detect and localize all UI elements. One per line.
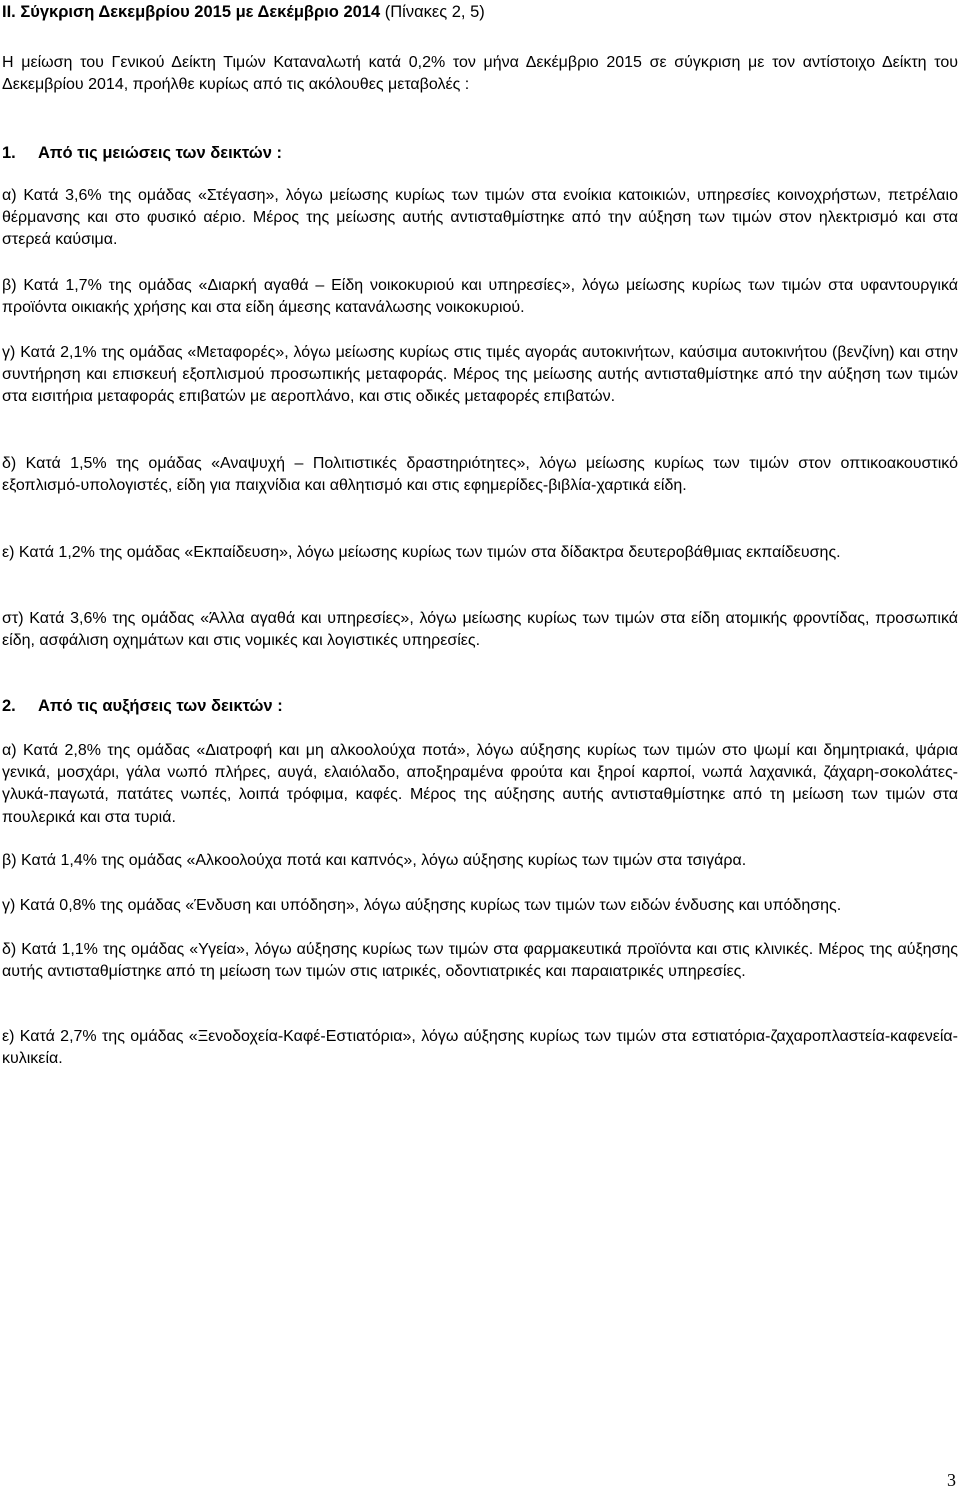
- decrease-item-a: α) Κατά 3,6% της ομάδας «Στέγαση», λόγω μείωσης κυρίως των τιμών στα ενοίκια κατοικιών, υπηρεσίες κοινοχρήστων, πετρέλαιο θέρμανσης και στο φυσικό αέριο. Μέρος της μείωσης αυτής αντισταθμίστηκε από την αύξηση των τιμών στον ηλεκτρισμό και στα στερεά καύσιμα.: [2, 187, 958, 249]
- decrease-item-c: γ) Κατά 2,1% της ομάδας «Μεταφορές», λόγω μείωσης κυρίως στις τιμές αγοράς αυτοκινήτων, καύσιμα αυτοκινήτου (βενζίνη) και στην συντήρηση και επισκευή εξοπλισμού προσωπικής μεταφοράς. Μέρος της μείωσης αυτής αντισταθμίστηκε από την αύξηση των τιμών στα εισιτήρια μεταφοράς επιβατών με αεροπλάνο, και στις οδικές μεταφορές επιβατών.: [2, 344, 958, 406]
- increase-item-a: α) Κατά 2,8% της ομάδας «Διατροφή και μη αλκοολούχα ποτά», λόγω αύξησης κυρίως των τιμών στο ψωμί και δημητριακά, ψάρια γενικά, μοσχάρι, γάλα νωπό πλήρες, αυγά, ελαιόλαδο, αποξηραμένα φρούτα και ξηροί καρποί, νωπά λαχανικά, ζάχαρη-σοκολάτες-γλυκά-παγωτά, πατάτες νωπές, λοιπά τρόφιμα, καφές. Μέρος της αύξησης αυτής αντισταθμίστηκε από τη μείωση των τιμών στα πουλερικά και στα τυριά.: [2, 742, 958, 826]
- section-title: [2, 1, 485, 23]
- increase-item-d: δ) Κατά 1,1% της ομάδας «Υγεία», λόγω αύξησης κυρίως των τιμών στα φαρμακευτικά προϊόντα και στις κλινικές. Μέρος της αύξησης αυτής αντισταθμίστηκε από τη μείωση των τιμών στις ιατρικές, οδοντιατρικές και παραιατρικές υπηρεσίες.: [2, 941, 958, 981]
- increase-item-b: β) Κατά 1,4% της ομάδας «Αλκοολούχα ποτά και καπνός», λόγω αύξησης κυρίως των τιμών στα τσιγάρα.: [2, 852, 747, 869]
- intro-paragraph: Η μείωση του Γενικού Δείκτη Τιμών Καταναλωτή κατά 0,2% τον μήνα Δεκέμβριο 2015 σε σύγκριση με τον αντίστοιχο Δείκτη του Δεκεμβρίου 2014, προήλθε κυρίως από τις ακόλουθες μεταβολές :: [2, 54, 958, 94]
- increase-item-e: ε) Κατά 2,7% της ομάδας «Ξενοδοχεία-Καφέ-Εστιατόρια», λόγω αύξησης κυρίως των τιμών στα εστιατόρια-ζαχαροπλαστεία-καφενεία-κυλικεία.: [2, 1028, 958, 1068]
- section-1-number: 1.: [2, 144, 16, 162]
- section-2-heading: [2, 695, 283, 717]
- section-2-number: 2.: [2, 697, 16, 715]
- section-title-tables: (Πίνακες 2, 5): [380, 3, 485, 21]
- section-1-heading: [2, 142, 282, 164]
- section-title-bold: II. Σύγκριση Δεκεμβρίου 2015 με Δεκέμβριο 2014: [2, 3, 381, 21]
- page-number: 3: [947, 1470, 956, 1490]
- decrease-item-st: στ) Κατά 3,6% της ομάδας «Άλλα αγαθά και υπηρεσίες», λόγω μείωσης κυρίως των τιμών στα είδη ατομικής φροντίδας, προσωπικά είδη, ασφάλιση οχημάτων και στις νομικές και λογιστικές υπηρεσίες.: [2, 610, 958, 650]
- increase-item-c: γ) Κατά 0,8% της ομάδας «Ένδυση και υπόδηση», λόγω αύξησης κυρίως των τιμών των ειδών ένδυσης και υπόδησης.: [2, 897, 842, 914]
- decrease-item-b: β) Κατά 1,7% της ομάδας «Διαρκή αγαθά – Είδη νοικοκυριού και υπηρεσίες», λόγω μείωσης κυρίως των τιμών στα υφαντουργικά προϊόντα οικιακής χρήσης και στα είδη άμεσης κατανάλωσης νοικοκυριού.: [2, 277, 958, 317]
- section-2-heading-text: Από τις αυξήσεις των δεικτών :: [38, 697, 283, 715]
- section-1-heading-text: Από τις μειώσεις των δεικτών :: [38, 144, 282, 162]
- decrease-item-d: δ) Κατά 1,5% της ομάδας «Αναψυχή – Πολιτιστικές δραστηριότητες», λόγω μείωσης κυρίως των τιμών στον οπτικοακουστικό εξοπλισμό-υπολογιστές, είδη για παιχνίδια και αθλητισμό και στις εφημερίδες-βιβλία-χαρτικά είδη.: [2, 455, 958, 495]
- decrease-item-e: ε) Κατά 1,2% της ομάδας «Εκπαίδευση», λόγω μείωσης κυρίως των τιμών στα δίδακτρα δευτεροβάθμιας εκπαίδευσης.: [2, 544, 841, 561]
